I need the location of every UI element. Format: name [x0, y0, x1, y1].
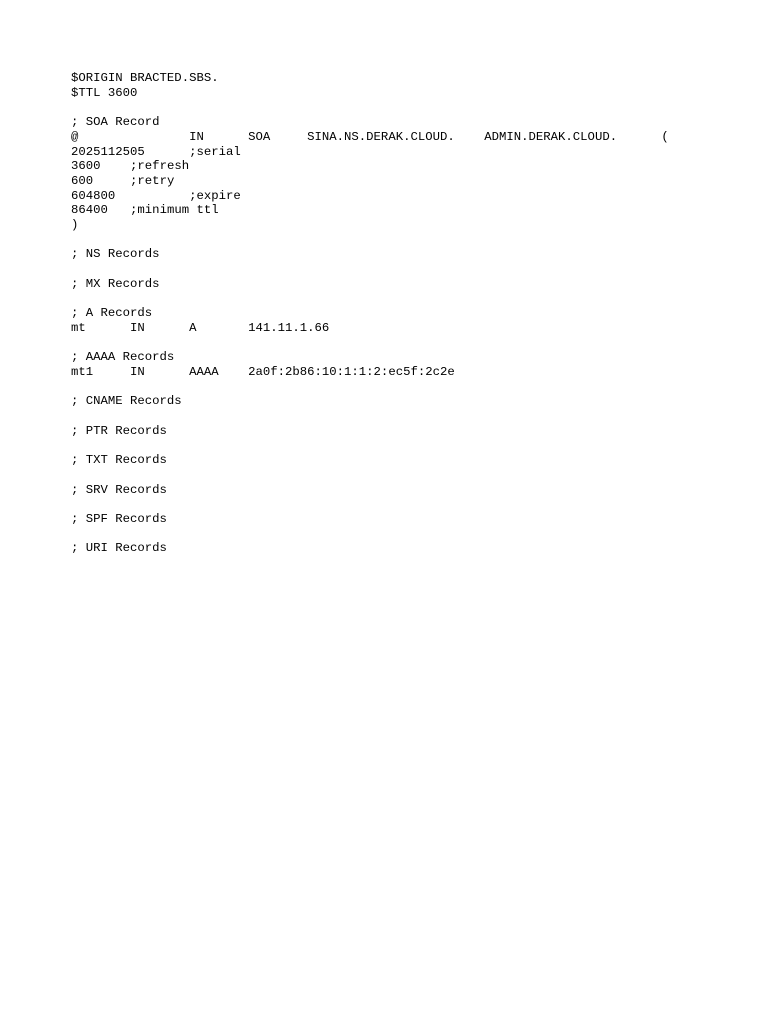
- mx-section-comment: ; MX Records: [71, 276, 160, 291]
- ns-section-comment: ; NS Records: [71, 247, 160, 262]
- blank-line: [71, 438, 669, 453]
- blank-line: [71, 468, 669, 483]
- a-section-comment: ; A Records: [71, 306, 153, 321]
- soa-record-line: @ IN SOA SINA.NS.DERAK.CLOUD. ADMIN.DERAK.CLOUD. (: [71, 129, 669, 144]
- blank-line: [71, 497, 669, 512]
- srv-section-comment: ; SRV Records: [71, 482, 167, 497]
- soa-section-comment: ; SOA Record: [71, 115, 160, 130]
- soa-retry-line: 600 ;retry: [71, 173, 175, 188]
- blank-line: [71, 233, 669, 248]
- soa-minimum-ttl-line: 86400 ;minimum ttl: [71, 203, 219, 218]
- cname-section-comment: ; CNAME Records: [71, 394, 182, 409]
- ptr-section-comment: ; PTR Records: [71, 423, 167, 438]
- txt-section-comment: ; TXT Records: [71, 453, 167, 468]
- spf-section-comment: ; SPF Records: [71, 511, 167, 526]
- blank-line: [71, 527, 669, 542]
- origin-directive: $ORIGIN BRACTED.SBS.: [71, 71, 219, 85]
- soa-refresh-line: 3600 ;refresh: [71, 159, 190, 174]
- uri-section-comment: ; URI Records: [71, 541, 167, 556]
- blank-line: [71, 409, 669, 424]
- blank-line: [71, 292, 669, 307]
- ttl-directive: $TTL 3600: [71, 85, 138, 100]
- soa-expire-line: 604800 ;expire: [71, 188, 241, 203]
- a-record-line: mt IN A 141.11.1.66: [71, 320, 330, 335]
- blank-line: [71, 336, 669, 351]
- blank-line: [71, 100, 669, 115]
- soa-serial-line: 2025112505 ;serial: [71, 144, 241, 159]
- aaaa-record-line: mt1 IN AAAA 2a0f:2b86:10:1:1:2:ec5f:2c2e: [71, 364, 455, 379]
- soa-close-paren: ): [71, 218, 79, 233]
- blank-line: [71, 262, 669, 277]
- blank-line: [71, 380, 669, 395]
- zone-file-text: [71, 71, 669, 556]
- aaaa-section-comment: ; AAAA Records: [71, 350, 175, 365]
